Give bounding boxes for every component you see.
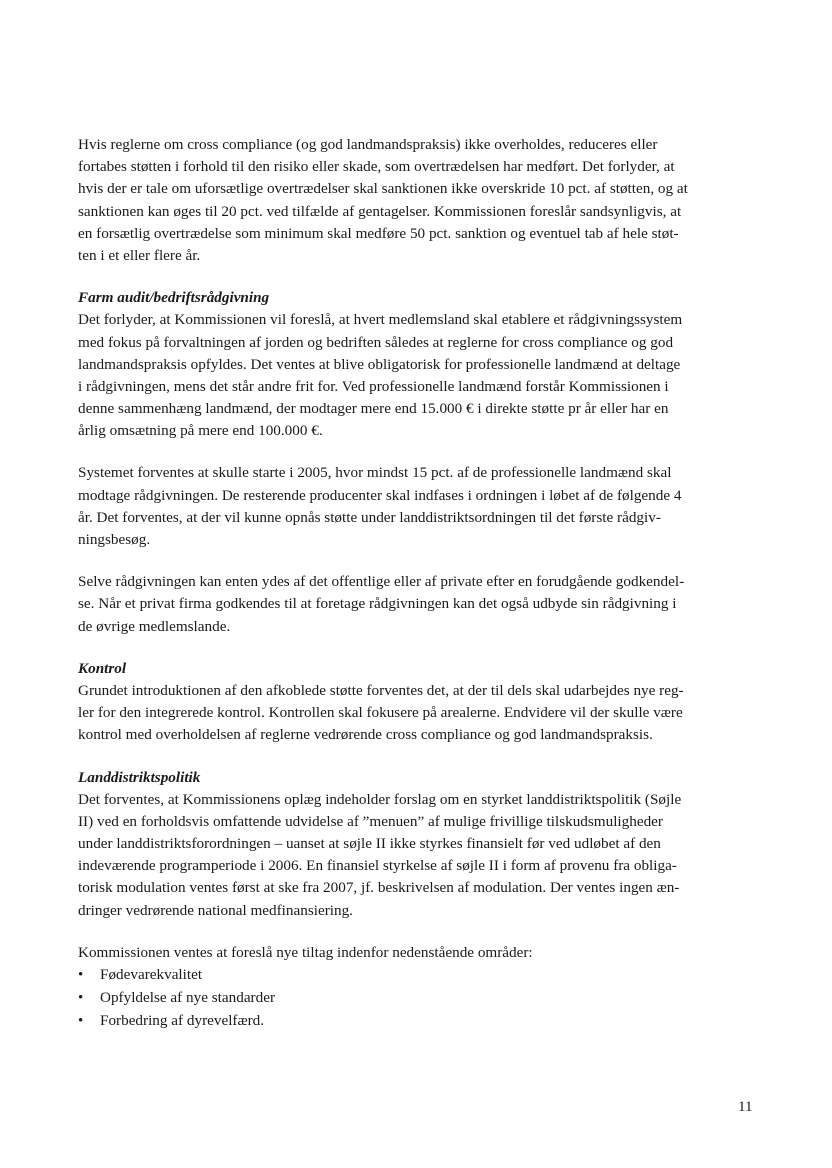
page-number: 11 (738, 1099, 753, 1115)
text-line: en forsætlig overtrædelse som minimum skal medføre 50 pct. sanktion og eventuel tab af hele støt- (78, 224, 679, 242)
bullet-icon: • (78, 1013, 84, 1030)
text-line: fortabes støtten i forhold til den risiko eller skade, som overtrædelsen har medført. Det forlyder, at (78, 158, 675, 176)
list-item-text: Opfyldelse af nye standarder (100, 989, 276, 1007)
text-line: indeværende programperiode i 2006. En finansiel styrkelse af søjle II i form af provenu fra obliga- (78, 857, 677, 875)
text-line: II) ved en forholdsvis omfattende udvidelse af ”menuen” af mulige frivillige tilskudsmuligheder (78, 812, 663, 830)
list-item (78, 964, 758, 987)
text-line: sanktionen kan øges til 20 pct. ved tilfælde af gentagelser. Kommissionen foreslår sandsynligvis, at (78, 202, 682, 220)
text-line: torisk modulation ventes først at ske fra 2007, jf. beskrivelsen af modulation. Der ventes ingen æn- (78, 879, 680, 897)
text-line: år. Det forventes, at der vil kunne opnås støtte under landdistriktsordningen til det første rådgiv- (78, 508, 661, 526)
section-heading-kontrol: Kontrol (78, 659, 127, 677)
text-line: ningsbesøg. (78, 531, 151, 549)
areas-list (78, 964, 758, 1033)
text-line: hvis der er tale om uforsætlige overtrædelser skal sanktionen ikke overskride 10 pct. af støtten, og at (78, 180, 688, 198)
text-line: dringer vedrørende national medfinansiering. (78, 901, 353, 919)
section-heading-farm-audit: Farm audit/bedriftsrådgivning (78, 289, 270, 307)
page-body (78, 134, 758, 1033)
list-item (78, 1010, 758, 1033)
text-line: denne sammenhæng landmænd, der modtager mere end 15.000 € i direkte støtte pr år eller har en (78, 400, 669, 418)
text-line: de øvrige medlemslande. (78, 617, 231, 635)
text-line: med fokus på forvaltningen af jorden og bedriften således at reglerne for cross compliance og god (78, 333, 674, 351)
farm-audit-paragraph-3 (78, 571, 758, 638)
text-line: se. Når et privat firma godkendes til at foretage rådgivningen kan det også udbyde sin rådgivning i (78, 595, 677, 613)
list-item-text: Fødevarekvalitet (100, 966, 203, 984)
text-line: Hvis reglerne om cross compliance (og god landmandspraksis) ikke overholdes, reduceres eller (78, 136, 658, 153)
areas-intro: Kommissionen ventes at foreslå nye tiltag indenfor nedenstående områder: (78, 943, 533, 961)
areas-section (78, 942, 758, 1033)
text-line: Systemet forventes at skulle starte i 2005, hvor mindst 15 pct. af de professionelle landmænd skal (78, 464, 672, 482)
text-line: under landdistriktsforordningen – uanset at søjle II ikke styrkes finansielt før ved udløbet af den (78, 835, 661, 853)
text-line: Det forlyder, at Kommissionen vil foreslå, at hvert medlemsland skal etablere et rådgivningssystem (78, 311, 683, 329)
text-line: ten i et eller flere år. (78, 246, 201, 264)
list-item-text: Forbedring af dyrevelfærd. (100, 1012, 265, 1030)
text-line: landmandspraksis opfyldes. Det ventes at blive obligatorisk for professionelle landmænd at deltage (78, 355, 681, 373)
section-heading-landdistrikt: Landdistriktspolitik (78, 768, 201, 786)
text-line: årlig omsætning på mere end 100.000 €. (78, 422, 323, 440)
text-line: modtage rådgivningen. De resterende producenter skal indfases i ordningen i løbet af de følgende 4 (78, 486, 682, 504)
text-line: Selve rådgivningen kan enten ydes af det offentlige eller af private efter en forudgående godkendel- (78, 573, 685, 591)
farm-audit-paragraph-1 (78, 309, 758, 442)
kontrol-section (78, 658, 758, 747)
text-line: kontrol med overholdelsen af reglerne vedrørende cross compliance og god landmandspraksis. (78, 726, 653, 744)
text-line: ler for den integrerede kontrol. Kontrollen skal fokusere på arealerne. Endvidere vil der skulle være (78, 704, 683, 722)
text-line: Grundet introduktionen af den afkoblede støtte forventes det, at der til dels skal udarbejdes nye reg- (78, 681, 684, 699)
farm-audit-section (78, 287, 758, 442)
intro-paragraph (78, 134, 758, 267)
bullet-icon: • (78, 967, 84, 984)
list-item (78, 987, 758, 1010)
text-line: Det forventes, at Kommissionens oplæg indeholder forslag om en styrket landdistriktspolitik (Søjle (78, 790, 682, 808)
landdistrikt-section (78, 767, 758, 922)
bullet-icon: • (78, 990, 84, 1007)
farm-audit-paragraph-2 (78, 462, 758, 551)
text-line: i rådgivningen, mens det står andre frit for. Ved professionelle landmænd forstår Kommissionen i (78, 377, 669, 395)
